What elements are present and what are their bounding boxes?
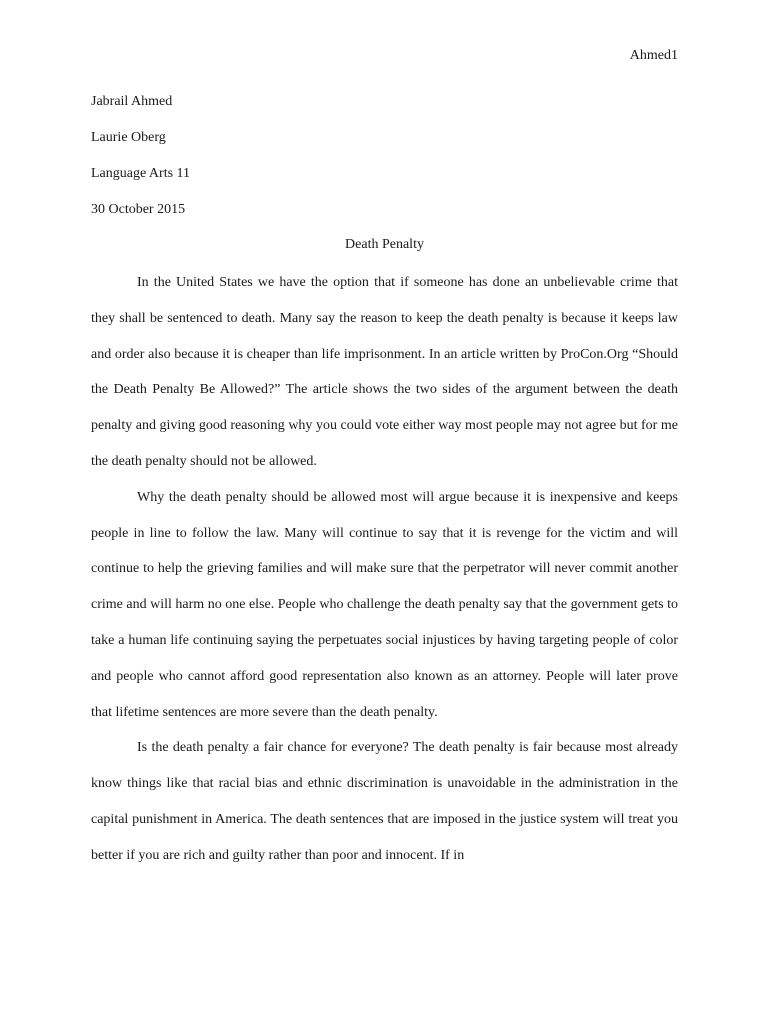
paragraph-1: In the United States we have the option that if someone has done an unbelievable crime that they shall be sentenced to death. Many say the reason to keep the death penalty is because it keeps law and order also because it is cheaper than life imprisonment. In an article written by ProCon.Org “Should the Death Penalty Be Allowed?” The article shows the two sides of the argument between the death penalty and giving good reasoning why you could vote either way most people may not agree but for me the death penalty should not be allowed.: [91, 275, 678, 469]
mla-heading: [91, 92, 678, 236]
instructor-name: Laurie Oberg: [91, 130, 166, 145]
author-name: Jabrail Ahmed: [91, 94, 173, 109]
essay-body: [91, 265, 678, 874]
paragraph-3: Is the death penalty a fair chance for everyone? The death penalty is fair because most already know things like that racial bias and ethnic discrimination is unavoidable in the administration in the capital punishment in America. The death sentences that are imposed in the justice system will treat you better if you are rich and guilty rather than poor and innocent. If in: [91, 740, 678, 863]
essay-date: 30 October 2015: [91, 202, 186, 217]
course-name: Language Arts 11: [91, 166, 191, 181]
running-head: Ahmed1: [629, 48, 678, 63]
essay-title: Death Penalty: [345, 237, 424, 252]
paragraph-2: Why the death penalty should be allowed most will argue because it is inexpensive and keeps people in line to follow the law. Many will continue to say that it is revenge for the victim and will continue to help the grieving families and will make sure that the perpetrator will never commit another crime and will harm no one else. People who challenge the death penalty say that the government gets to take a human life continuing saying the perpetuates social injustices by having targeting people of color and people who cannot afford good representation also known as an attorney. People will later prove that lifetime sentences are more severe than the death penalty.: [91, 489, 678, 720]
